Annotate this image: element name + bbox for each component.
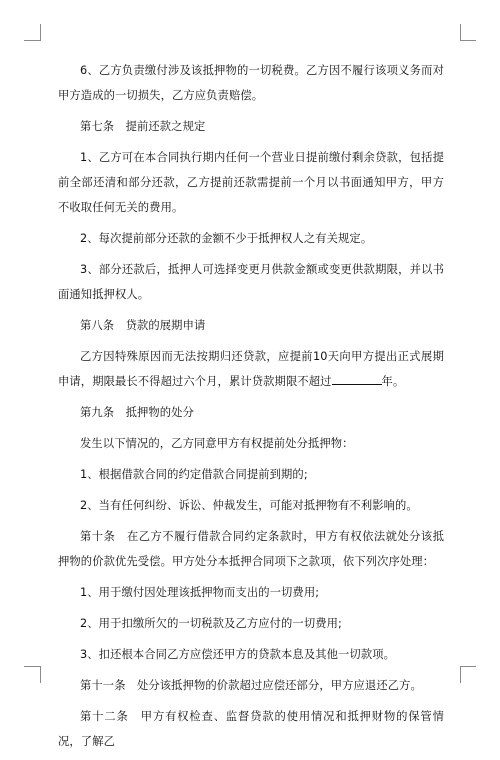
crop-mark-top-right-h <box>460 40 476 41</box>
paragraph-disposal-intro: 发生以下情况的，乙方同意甲方有权提前处分抵押物： <box>80 437 354 450</box>
paragraph-disposal-1: 1、根据借款合同的约定借款合同提前到期的; <box>80 468 308 481</box>
paragraph-tax-liability: 6、乙方负责缴付涉及该抵押物的一切税费。乙方因不履行该项义务而对甲方造成的一切损失，乙方应负责赔偿。 <box>58 64 444 102</box>
paragraph-article-12: 第十二条 甲方有权检查、监督贷款的使用情况和抵押财物的保管情况，了解乙 <box>58 710 444 748</box>
paragraph-extension <box>58 344 444 394</box>
paragraph-article-10: 第十条 在乙方不履行借款合同约定条款时，甲方有权依法就处分该抵押物的价款优先受偿。甲方处分本抵押合同项下之款项，依下列次序处理： <box>58 530 444 568</box>
crop-mark-top-left-v <box>40 24 41 41</box>
paragraph-article-11: 第十一条 处分该抵押物的价款超过应偿还部分，甲方应退还乙方。 <box>80 679 422 692</box>
crop-mark-bottom-left-h <box>24 666 40 667</box>
extension-text: 乙方因特殊原因而无法按期归还贷款，应提前10天向甲方提出正式展期申请，期限最长不得超过六个月，累计贷款期限不超过 <box>58 350 444 388</box>
paragraph-order-3: 3、扣还根本合同乙方应偿还甲方的贷款本息及其他一切款项。 <box>80 648 396 661</box>
paragraph-disposal-2: 2、当有任何纠纷、诉讼、仲裁发生，可能对抵押物有不利影响的。 <box>80 499 418 512</box>
crop-mark-bottom-right-h <box>460 666 476 667</box>
paragraph-early-repayment-2: 2、每次提前部分还款的金额不少于抵押权人之有关规定。 <box>80 232 373 245</box>
heading-article-9: 第九条 抵押物的处分 <box>80 406 194 419</box>
crop-mark-bottom-left-v <box>40 666 41 683</box>
crop-mark-top-right-v <box>460 24 461 41</box>
paragraph-early-repayment-3: 3、部分还款后，抵押人可选择变更月供款金额或变更供款期限，并以书面通知抵押权人。 <box>58 263 444 301</box>
document-body <box>58 58 444 760</box>
paragraph-early-repayment-1: 1、乙方可在本合同执行期内任何一个营业日提前缴付剩余贷款，包括提前全部还清和部分还款，乙方提前还款需提前一个月以书面通知甲方，甲方不收取任何无关的费用。 <box>58 151 444 214</box>
paragraph-order-1: 1、用于缴付因处理该抵押物而支出的一切费用; <box>80 586 320 599</box>
crop-mark-bottom-right-v <box>460 666 461 683</box>
crop-mark-top-left-h <box>24 40 40 41</box>
heading-article-7: 第七条 提前还款之规定 <box>80 120 206 133</box>
blank-line <box>332 372 382 385</box>
paragraph-order-2: 2、用于扣缴所欠的一切税款及乙方应付的一切费用; <box>80 617 342 630</box>
extension-suffix: 年。 <box>381 375 405 388</box>
heading-article-8: 第八条 贷款的展期申请 <box>80 319 206 332</box>
